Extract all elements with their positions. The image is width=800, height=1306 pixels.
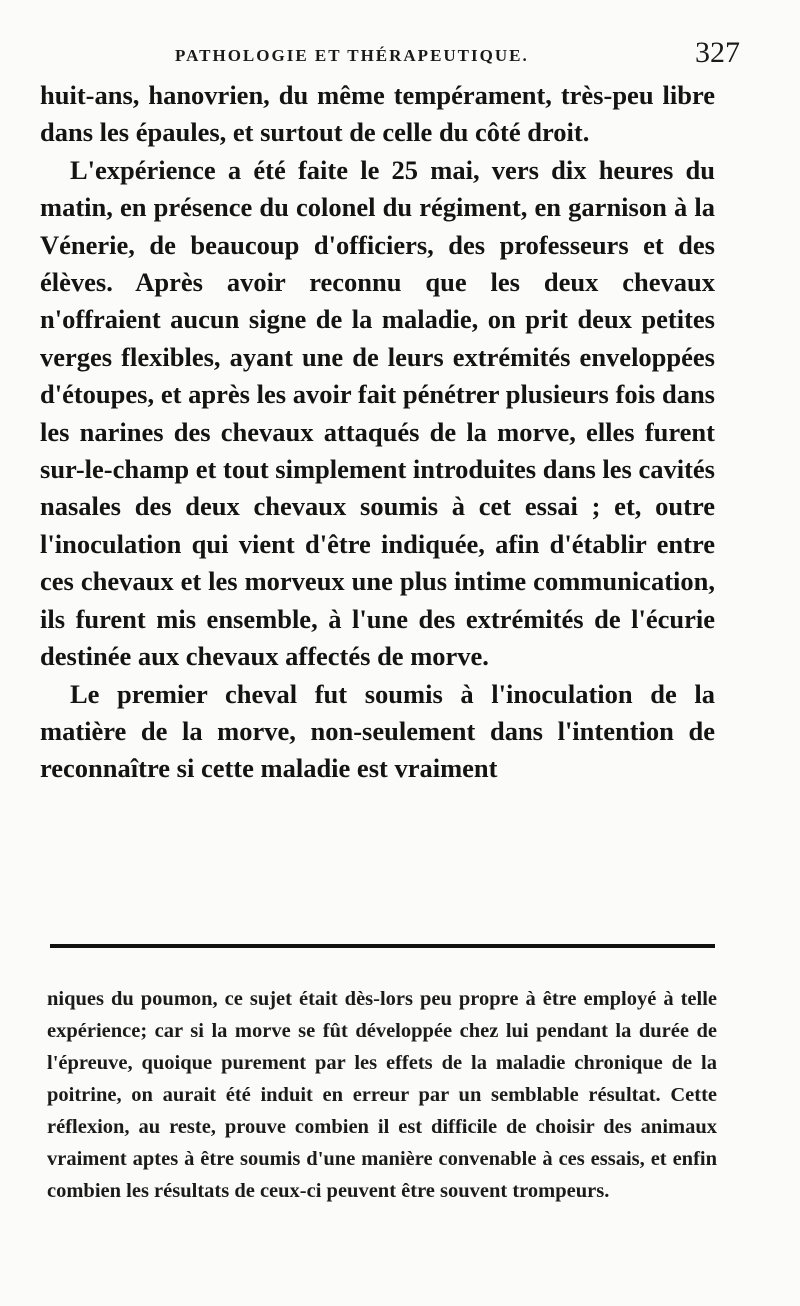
running-head: PATHOLOGIE ET THÉRAPEUTIQUE. bbox=[175, 46, 529, 65]
page-number: 327 bbox=[695, 36, 740, 69]
paragraph-experiment: L'expérience a été faite le 25 mai, vers dix heures du matin, en présence du colonel du régiment, en garnison à la Vénerie, de beaucoup d'officiers, des professeurs et des élèves. Après avoir reconnu que les deux chevaux n'offraient aucun signe de la maladie, on prit deux petites verges flexibles, ayant une de leurs extrémités enveloppées d'étoupes, et après les avoir fait pénétrer plusieurs fois dans les narines des chevaux attaqués de la morve, elles furent sur-le-champ et tout simplement introduites dans les cavités nasales des deux chevaux soumis à cet essai ; et, outre l'inoculation qui vient d'être indiquée, afin d'établir entre ces chevaux et les morveux une plus intime communication, ils furent mis ensemble, à l'une des extrémités de l'écurie destinée aux chevaux affectés de morve. bbox=[40, 154, 715, 672]
page-header bbox=[40, 36, 740, 76]
body-text bbox=[40, 77, 715, 788]
paragraph-first-horse: Le premier cheval fut soumis à l'inoculation de la matière de la morve, non-seulement dans l'intention de reconnaître si cette maladie est vraiment bbox=[40, 678, 715, 784]
paragraph-continued: huit-ans, hanovrien, du même tempérament, très-peu libre dans les épaules, et surtout de celle du côté droit. bbox=[40, 80, 715, 148]
footnote: niques du poumon, ce sujet était dès-lors peu propre à être employé à telle expérience; car si la morve se fût développée chez lui pendant la durée de l'épreuve, quoique purement par les effets de la maladie chronique de la poitrine, on aurait été induit en erreur par un semblable résultat. Cette réflexion, au reste, prouve combien il est difficile de choisir des animaux vraiment aptes à être soumis d'une manière convenable à ces essais, et enfin combien les résultats de ceux-ci peuvent être souvent trompeurs. bbox=[47, 988, 717, 1202]
footnote-separator bbox=[50, 944, 715, 948]
